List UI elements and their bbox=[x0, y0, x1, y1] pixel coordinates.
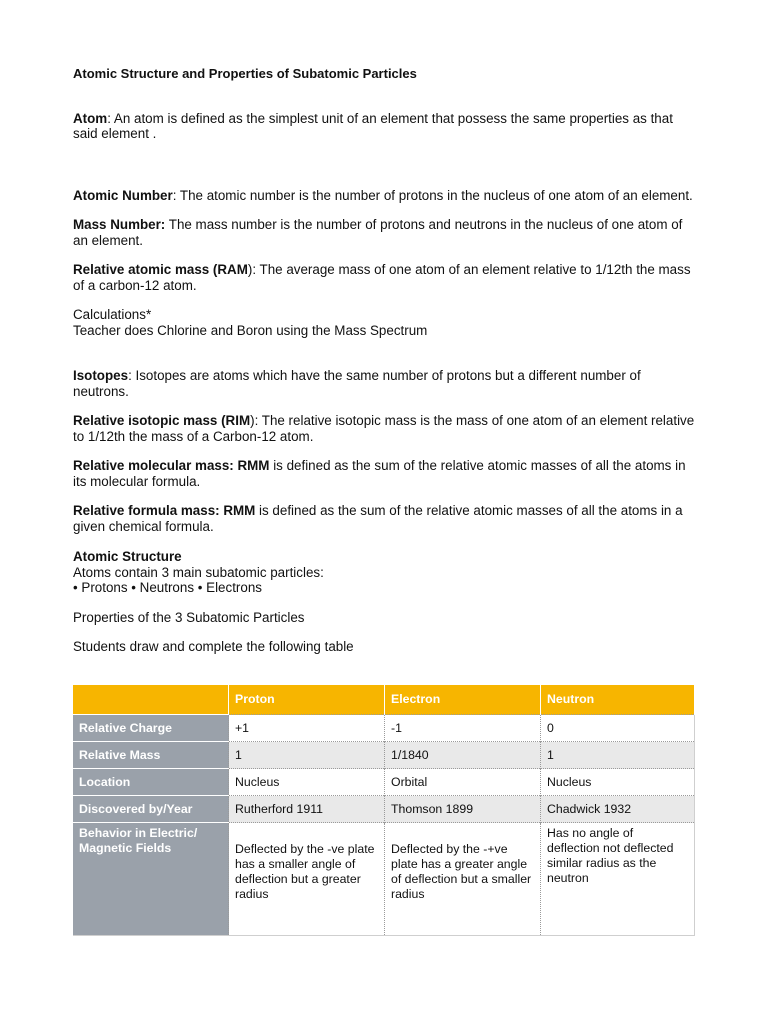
definition-mass-number bbox=[73, 217, 698, 248]
table-row bbox=[73, 823, 695, 936]
header-cell-empty bbox=[73, 685, 229, 715]
row-label: Relative Charge bbox=[73, 715, 229, 742]
table-row bbox=[73, 769, 695, 796]
table-row bbox=[73, 742, 695, 769]
table-cell: Nucleus bbox=[541, 769, 695, 796]
table-header-row bbox=[73, 685, 695, 715]
definition-atomic-number bbox=[73, 188, 698, 204]
atomic-structure-heading bbox=[73, 549, 698, 565]
definition-term: Relative atomic mass (RAM bbox=[73, 262, 248, 277]
definition-rim bbox=[73, 413, 698, 444]
table-cell: Rutherford 1911 bbox=[229, 796, 385, 823]
definition-rmm-molecular bbox=[73, 458, 698, 489]
table-cell: Chadwick 1932 bbox=[541, 796, 695, 823]
definition-term: Mass Number: bbox=[73, 217, 166, 232]
table-cell bbox=[229, 823, 385, 936]
definition-rmm-formula bbox=[73, 503, 698, 534]
row-label: Discovered by/Year bbox=[73, 796, 229, 823]
definition-term: Relative molecular mass: RMM bbox=[73, 458, 270, 473]
row-label: Behavior in Electric/ Magnetic Fields bbox=[73, 823, 229, 936]
definition-text: is defined as the sum of the relative atomic masses of all the atoms in its molecular formula. bbox=[73, 458, 686, 489]
table-cell: +1 bbox=[229, 715, 385, 742]
table-cell: Has no angle of deflection not deflected similar radius as the neutron bbox=[541, 823, 695, 936]
particle-list: • Protons • Neutrons • Electrons bbox=[73, 580, 262, 595]
table-cell: -1 bbox=[385, 715, 541, 742]
header-cell-neutron: Neutron bbox=[541, 685, 695, 715]
table-row bbox=[73, 715, 695, 742]
table-cell: Nucleus bbox=[229, 769, 385, 796]
header-cell-proton: Proton bbox=[229, 685, 385, 715]
students-instruction: Students draw and complete the following table bbox=[73, 639, 354, 654]
definition-term: Relative isotopic mass (RIM bbox=[73, 413, 251, 428]
calculations-note: Teacher does Chlorine and Boron using the Mass Spectrum bbox=[73, 322, 428, 338]
definition-text: : Isotopes are atoms which have the same number of protons but a different number of neutrons. bbox=[73, 368, 641, 399]
table-cell: 1 bbox=[541, 742, 695, 769]
definition-term: Relative formula mass: RMM bbox=[73, 503, 256, 518]
definition-text: ): The relative isotopic mass is the mass of one atom of an element relative to 1/12th the mass of a Carbon-12 atom. bbox=[73, 413, 695, 444]
definition-text: : The atomic number is the number of protons in the nucleus of one atom of an element. bbox=[172, 187, 693, 203]
row-label: Relative Mass bbox=[73, 742, 229, 769]
document-title: Atomic Structure and Properties of Subatomic Particles bbox=[73, 66, 417, 81]
definition-isotopes bbox=[73, 368, 698, 399]
table-cell: 1 bbox=[229, 742, 385, 769]
document-body bbox=[73, 66, 698, 655]
properties-line: Properties of the 3 Subatomic Particles bbox=[73, 609, 305, 625]
row-label: Location bbox=[73, 769, 229, 796]
table-cell: Orbital bbox=[385, 769, 541, 796]
table-row bbox=[73, 796, 695, 823]
particles-table bbox=[73, 685, 695, 936]
table-cell: 1/1840 bbox=[385, 742, 541, 769]
atomic-structure-line: Atoms contain 3 main subatomic particles: bbox=[73, 564, 324, 580]
table-cell: Thomson 1899 bbox=[385, 796, 541, 823]
definition-text: The mass number is the number of protons and neutrons in the nucleus of one atom of an element. bbox=[73, 217, 683, 248]
definition-term: Isotopes bbox=[73, 368, 129, 383]
table-cell bbox=[385, 823, 541, 936]
definition-text: ): The average mass of one atom of an element relative to 1/12th the mass of a carbon-12 atom. bbox=[73, 262, 691, 293]
table-cell: 0 bbox=[541, 715, 695, 742]
definition-text: is defined as the sum of the relative atomic masses of all the atoms in a given chemical formula. bbox=[73, 503, 683, 534]
definition-term: Atom bbox=[73, 110, 108, 126]
section-heading: Atomic Structure bbox=[73, 549, 182, 564]
definition-ram bbox=[73, 262, 698, 293]
calculations-line: Calculations* bbox=[73, 307, 152, 322]
definition-atom bbox=[73, 111, 698, 142]
definition-text: : An atom is defined as the simplest unit of an element that possess the same properties as that said element . bbox=[73, 110, 673, 141]
cell-text: Deflected by the -ve plate has a smaller angle of deflection but a greater radius bbox=[235, 842, 375, 901]
cell-text: Deflected by the -+ve plate has a greater angle of deflection but a smaller radius bbox=[391, 842, 532, 901]
definition-term: Atomic Number bbox=[73, 187, 173, 203]
header-cell-electron: Electron bbox=[385, 685, 541, 715]
